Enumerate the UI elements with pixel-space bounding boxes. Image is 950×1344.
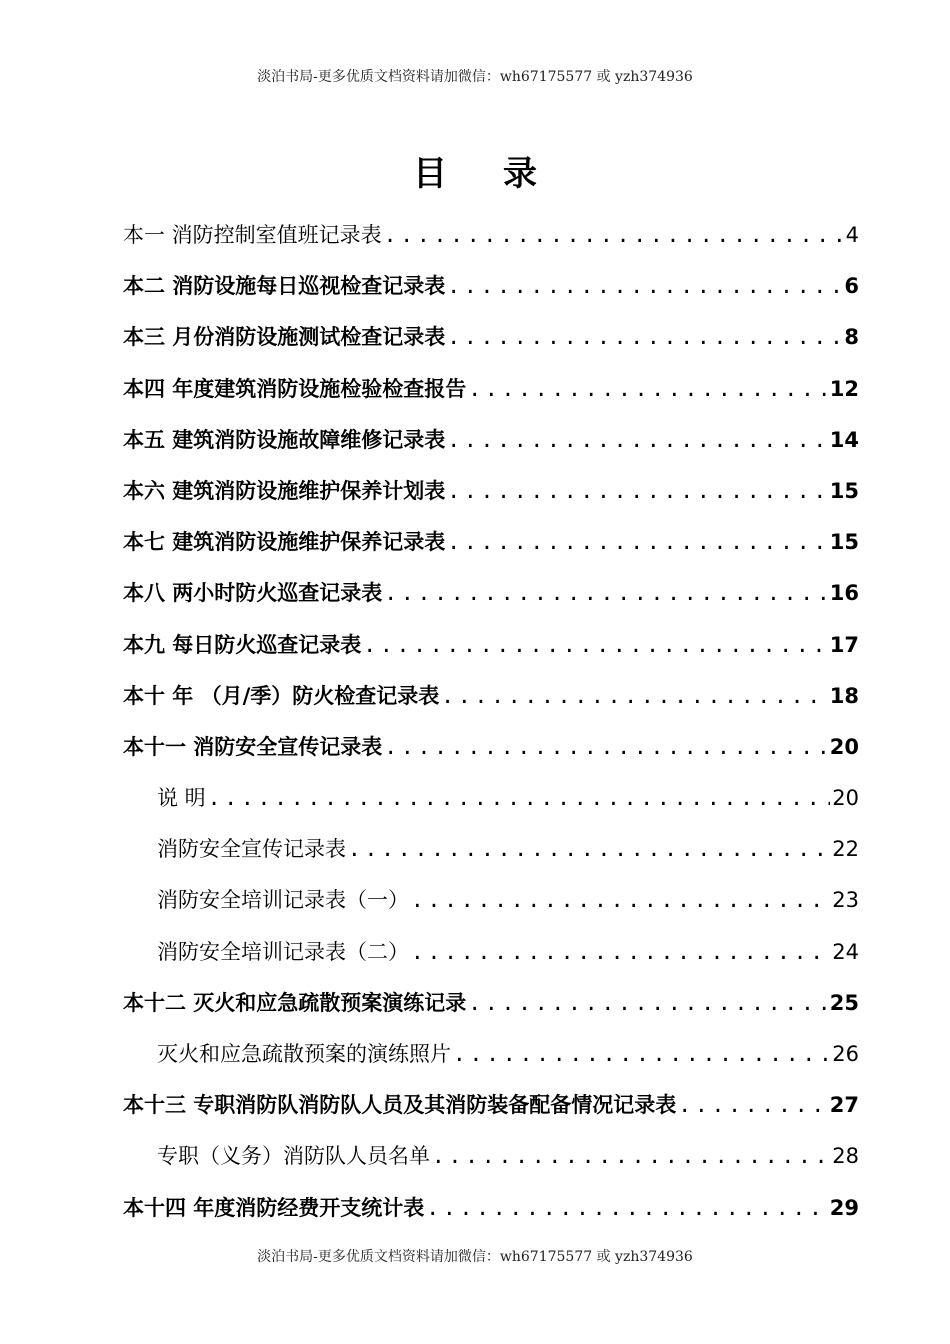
toc-entry[interactable] xyxy=(123,1188,859,1239)
toc-entry-label: 本十四 年度消防经费开支统计表 xyxy=(123,1195,425,1220)
toc-entry-label: 消防安全培训记录表（二） xyxy=(157,939,409,964)
toc-dot-leader xyxy=(384,215,844,255)
toc-entry-label: 本四 年度建筑消防设施检验检查报告 xyxy=(123,376,467,401)
toc-dot-leader xyxy=(384,573,827,613)
toc-dot-leader xyxy=(363,625,827,665)
toc-entry[interactable] xyxy=(123,266,859,317)
toc-entry-label: 本十二 灭火和应急疏散预案演练记录 xyxy=(123,990,467,1015)
toc-entry-page-number: 12 xyxy=(829,376,859,401)
table-of-contents xyxy=(123,215,859,1239)
toc-dot-leader xyxy=(447,471,827,511)
page-header-watermark: 淡泊书局-更多优质文档资料请加微信：wh67175577 或 yzh374936 xyxy=(257,69,693,85)
toc-entry-page-number: 24 xyxy=(832,939,859,964)
toc-entry-label: 消防安全宣传记录表 xyxy=(157,837,346,862)
toc-entry-page-number: 15 xyxy=(829,530,859,555)
toc-entry[interactable] xyxy=(123,625,859,676)
toc-dot-leader xyxy=(348,829,830,869)
toc-entry-page-number: 14 xyxy=(829,427,859,452)
toc-entry[interactable] xyxy=(123,369,859,420)
toc-entry-page-number: 15 xyxy=(829,478,859,503)
toc-dot-leader xyxy=(453,1034,830,1074)
toc-entry[interactable] xyxy=(123,317,859,368)
toc-entry-page-number: 25 xyxy=(829,990,859,1015)
toc-entry-page-number: 4 xyxy=(845,223,859,247)
toc-entry-label: 灭火和应急疏散预案的演练照片 xyxy=(157,1042,451,1066)
toc-entry[interactable] xyxy=(123,522,859,573)
toc-subentry[interactable] xyxy=(123,829,859,880)
toc-entry-page-number: 17 xyxy=(829,632,859,657)
toc-entry-page-number: 26 xyxy=(832,1042,859,1066)
toc-entry[interactable] xyxy=(123,420,859,471)
toc-entry-page-number: 22 xyxy=(832,837,859,862)
toc-entry-label: 本五 建筑消防设施故障维修记录表 xyxy=(123,427,446,452)
toc-dot-leader xyxy=(447,266,842,306)
toc-entry-label: 本二 消防设施每日巡视检查记录表 xyxy=(123,274,446,299)
toc-dot-leader xyxy=(447,317,842,357)
toc-dot-leader xyxy=(426,1188,827,1228)
toc-entry-label: 本六 建筑消防设施维护保养计划表 xyxy=(123,478,446,503)
toc-entry[interactable] xyxy=(123,573,859,624)
toc-subentry[interactable] xyxy=(123,880,859,931)
toc-subentry[interactable] xyxy=(123,932,859,983)
toc-entry-page-number: 28 xyxy=(832,1144,859,1169)
toc-dot-leader xyxy=(468,369,827,409)
toc-subentry[interactable] xyxy=(123,1034,859,1085)
toc-entry-label: 本十一 消防安全宣传记录表 xyxy=(123,734,383,759)
toc-entry-page-number: 16 xyxy=(829,581,859,606)
toc-entry-label: 本七 建筑消防设施维护保养记录表 xyxy=(123,530,446,555)
toc-entry[interactable] xyxy=(123,1085,859,1136)
toc-entry-page-number: 20 xyxy=(832,786,859,811)
toc-dot-leader xyxy=(384,727,827,767)
toc-dot-leader xyxy=(468,983,827,1023)
toc-dot-leader xyxy=(678,1085,827,1125)
toc-dot-leader xyxy=(208,778,831,818)
toc-entry[interactable] xyxy=(123,471,859,522)
toc-entry[interactable] xyxy=(123,676,859,727)
toc-entry-page-number: 18 xyxy=(829,683,859,708)
toc-dot-leader xyxy=(447,420,827,460)
toc-dot-leader xyxy=(411,932,830,972)
toc-dot-leader xyxy=(432,1136,830,1176)
toc-entry-label: 本九 每日防火巡查记录表 xyxy=(123,632,362,657)
toc-dot-leader xyxy=(447,522,827,562)
toc-entry-label: 本三 月份消防设施测试检查记录表 xyxy=(123,325,446,350)
toc-entry-page-number: 6 xyxy=(844,274,859,299)
toc-entry-page-number: 27 xyxy=(829,1093,859,1118)
toc-subentry[interactable] xyxy=(123,778,859,829)
toc-subentry[interactable] xyxy=(123,1136,859,1187)
toc-entry-page-number: 20 xyxy=(829,734,859,759)
toc-entry-page-number: 8 xyxy=(844,325,859,350)
toc-entry-label: 消防安全培训记录表（一） xyxy=(157,888,409,913)
toc-entry[interactable] xyxy=(123,983,859,1034)
toc-entry-label: 本十三 专职消防队消防队人员及其消防装备配备情况记录表 xyxy=(123,1093,677,1118)
toc-dot-leader xyxy=(411,880,830,920)
toc-entry[interactable] xyxy=(123,215,859,266)
toc-entry-page-number: 23 xyxy=(832,888,859,913)
toc-entry-label: 本十 年 （月/季）防火检查记录表 xyxy=(123,683,440,708)
toc-dot-leader xyxy=(441,676,827,716)
toc-entry[interactable] xyxy=(123,727,859,778)
page-footer-watermark: 淡泊书局-更多优质文档资料请加微信：wh67175577 或 yzh374936 xyxy=(257,1249,693,1265)
toc-entry-label: 本一 消防控制室值班记录表 xyxy=(123,223,382,247)
toc-entry-label: 说 明 xyxy=(157,786,206,811)
toc-entry-page-number: 29 xyxy=(829,1195,859,1220)
toc-entry-label: 本八 两小时防火巡查记录表 xyxy=(123,581,383,606)
toc-entry-label: 专职（义务）消防队人员名单 xyxy=(157,1144,430,1169)
toc-title: 目录 xyxy=(413,154,593,194)
